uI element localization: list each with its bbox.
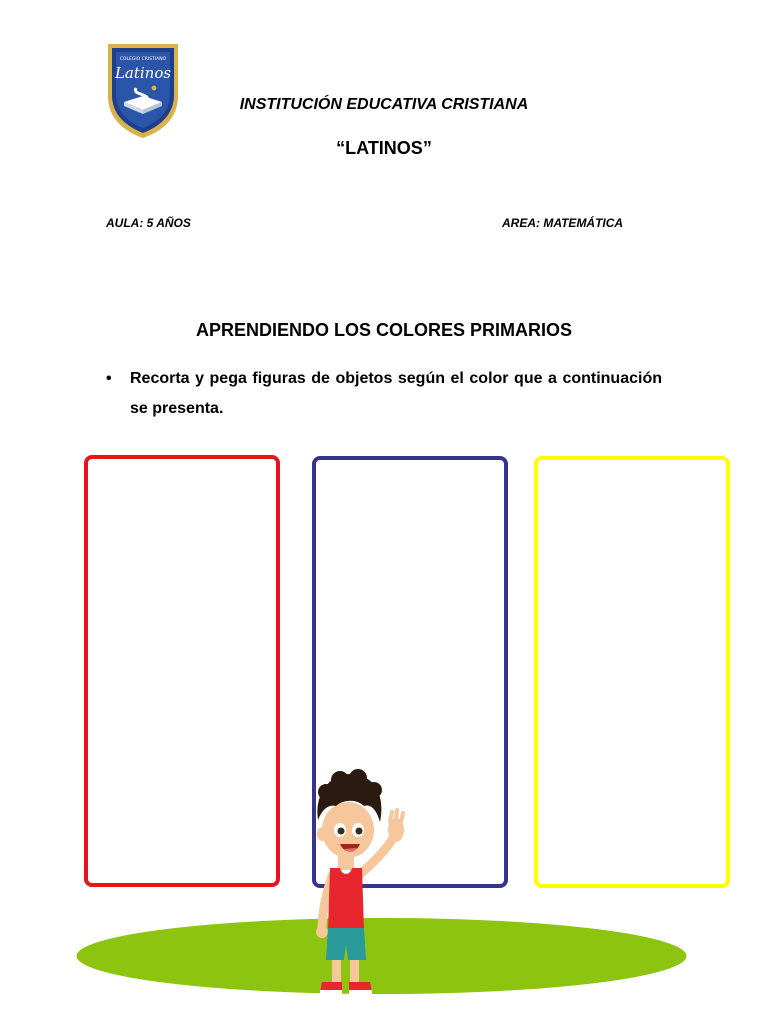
school-crest-logo [104, 40, 182, 140]
worksheet-title: APRENDIENDO LOS COLORES PRIMARIOS [195, 320, 573, 340]
school-name: “LATINOS” [336, 138, 432, 158]
yellow-color-box [534, 456, 730, 888]
logo-caption-small: COLEGIO CRISTIANO [119, 57, 167, 62]
area-label: AREA: MATEMÁTICA [502, 216, 624, 230]
waving-boy-illustration [300, 764, 414, 996]
logo-caption-main: Latinos [114, 64, 172, 82]
institution-name: INSTITUCIÓN EDUCATIVA CRISTIANA [239, 96, 529, 113]
instruction-text: Recorta y pega figuras de objetos según el color que a continuación se presenta. [130, 370, 662, 417]
bullet-marker: • [106, 370, 112, 387]
aula-label: AULA: 5 AÑOS [106, 216, 191, 230]
red-color-box [84, 455, 280, 887]
